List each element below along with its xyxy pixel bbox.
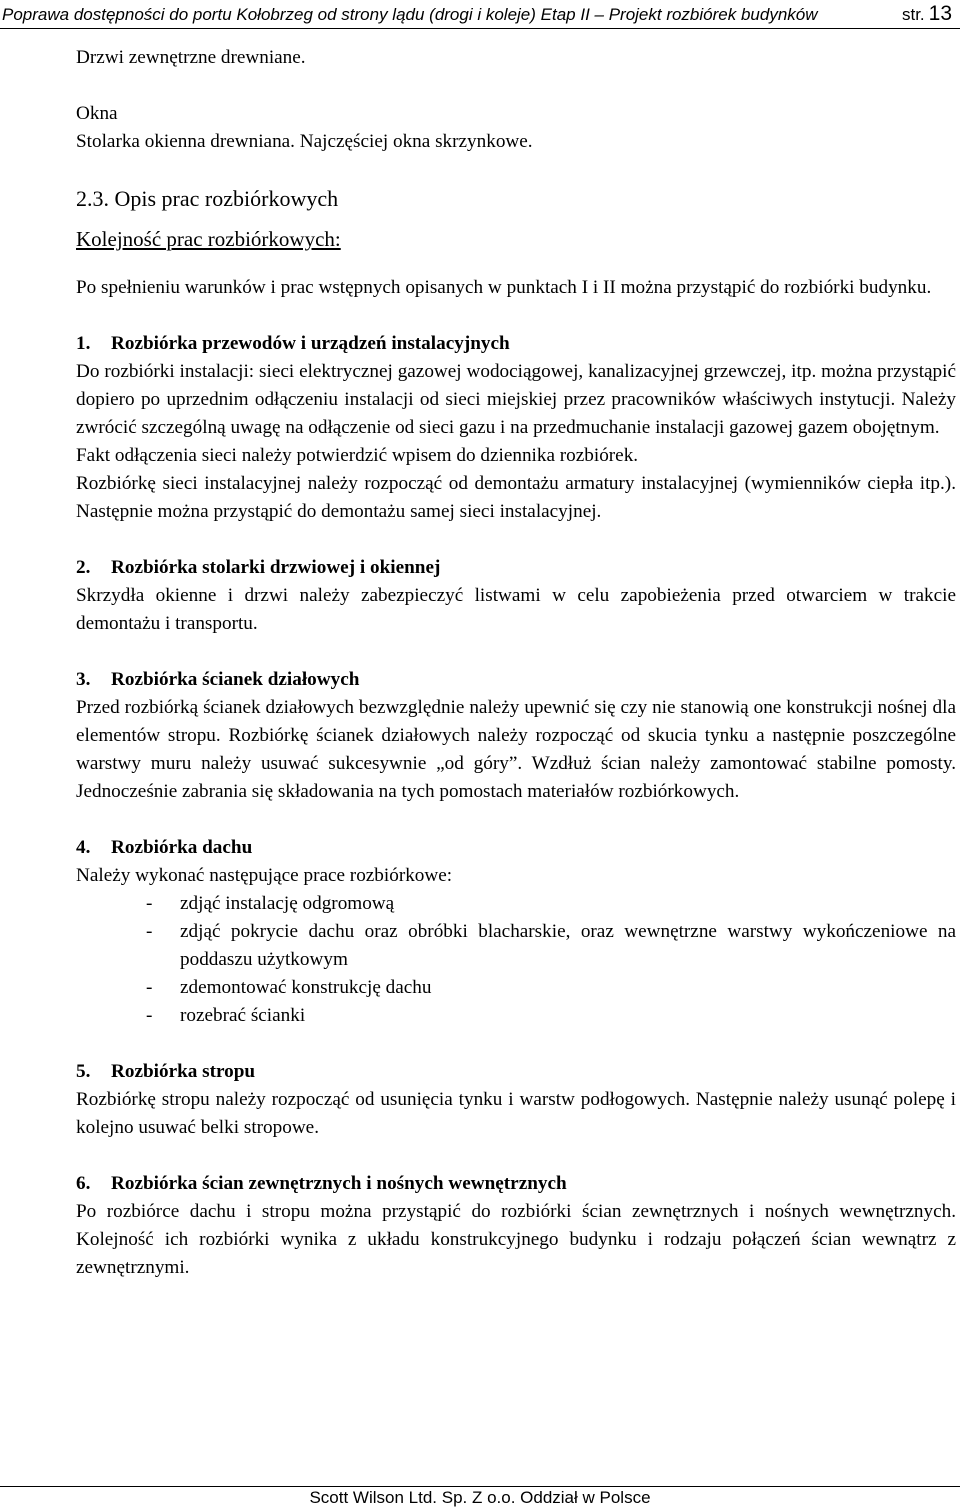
list-item-text: zdjąć pokrycie dachu oraz obróbki blacharskie, oraz wewnętrzne warstwy wykończeniowe na poddaszu użytkowym bbox=[180, 921, 956, 970]
step-paragraph: Należy wykonać następujące prace rozbiórkowe: bbox=[76, 865, 453, 886]
page-header bbox=[0, 0, 960, 29]
list-item-text: rozebrać ścianki bbox=[180, 1005, 306, 1026]
step-section bbox=[76, 554, 956, 666]
step-heading bbox=[76, 330, 956, 358]
document-body bbox=[76, 44, 956, 1282]
list-item bbox=[76, 918, 956, 974]
step-title: Rozbiórka ścianek działowych bbox=[111, 669, 360, 690]
windows-text: Stolarka okienna drewniana. Najczęściej okna skrzynkowe. bbox=[76, 131, 533, 152]
step-number: 4. bbox=[76, 837, 91, 858]
section-subtitle: Kolejność prac rozbiórkowych: bbox=[76, 227, 341, 251]
step-paragraph: Skrzydła okienne i drzwi należy zabezpieczyć listwami w celu zapobieżenia przed otwarciem w trakcie demontażu i transportu. bbox=[76, 585, 956, 634]
page-footer bbox=[0, 1486, 960, 1511]
step-title: Rozbiórka ścian zewnętrznych i nośnych wewnętrznych bbox=[111, 1173, 567, 1194]
windows-heading: Okna bbox=[76, 103, 118, 124]
step-paragraph: Rozbiórkę stropu należy rozpocząć od usunięcia tynku i warstw podłogowych. Następnie należy usunąć polepę i kolejno usuwać belki stropowe. bbox=[76, 1089, 956, 1138]
step-section bbox=[76, 1058, 956, 1170]
page-label: str. bbox=[901, 5, 925, 24]
header-page-number bbox=[902, 2, 952, 26]
step-number: 6. bbox=[76, 1173, 91, 1194]
step-title: Rozbiórka przewodów i urządzeń instalacyjnych bbox=[111, 333, 510, 354]
section-lead: Po spełnieniu warunków i prac wstępnych opisanych w punktach I i II można przystąpić do rozbiórki budynku. bbox=[76, 277, 932, 298]
dash-bullet-icon: - bbox=[146, 977, 153, 998]
step-paragraph: Po rozbiórce dachu i stropu można przystąpić do rozbiórki ścian zewnętrznych i nośnych wewnętrznych. Kolejność ich rozbiórki wynika z układu konstrukcyjnego budynku i rodzaju połączeń ścian wewnątrz z zewnętrznymi. bbox=[76, 1201, 956, 1278]
list-item-text: zdemontować konstrukcję dachu bbox=[180, 977, 432, 998]
step-paragraph: Przed rozbiórką ścianek działowych bezwzględnie należy upewnić się czy nie stanowią one konstrukcji nośnej dla elementów stropu. Rozbiórkę ścianek działowych należy rozpocząć od skucia tynku a następnie poszczególne warstwy muru należy usuwać sukcesywnie „od góry”. Wzdłuż ścian należy zamontować stabilne pomosty. Jednocześnie zabrania się składowania na tych pomostach materiałów rozbiórkowych. bbox=[76, 697, 956, 802]
header-title: Poprawa dostępności do portu Kołobrzeg od strony lądu (drogi i koleje) Etap II – Projekt rozbiórek budynków bbox=[2, 5, 818, 24]
dash-bullet-icon: - bbox=[146, 1005, 153, 1026]
section-title: 2.3. Opis prac rozbiórkowych bbox=[76, 186, 339, 211]
step-heading bbox=[76, 666, 956, 694]
step-title: Rozbiórka stolarki drzwiowej i okiennej bbox=[111, 557, 441, 578]
step-number: 1. bbox=[76, 333, 91, 354]
step-heading bbox=[76, 834, 956, 862]
step-section bbox=[76, 666, 956, 834]
step-paragraph: Rozbiórkę sieci instalacyjnej należy rozpocząć od demontażu armatury instalacyjnej (wymienników ciepła itp.). Następnie można przystąpić do demontażu samej sieci instalacyjnej. bbox=[76, 473, 956, 522]
step-heading bbox=[76, 1058, 956, 1086]
list-item-text: zdjąć instalację odgromową bbox=[180, 893, 395, 914]
step-number: 3. bbox=[76, 669, 91, 690]
step-section bbox=[76, 330, 956, 554]
dash-bullet-icon: - bbox=[146, 893, 153, 914]
step-heading bbox=[76, 554, 956, 582]
demolition-steps bbox=[76, 330, 956, 1282]
step-number: 2. bbox=[76, 557, 91, 578]
doors-text: Drzwi zewnętrzne drewniane. bbox=[76, 47, 306, 68]
dash-bullet-icon: - bbox=[146, 921, 153, 942]
list-item bbox=[76, 890, 956, 918]
step-number: 5. bbox=[76, 1061, 91, 1082]
step-section bbox=[76, 1170, 956, 1282]
step-heading bbox=[76, 1170, 956, 1198]
step-title: Rozbiórka stropu bbox=[111, 1061, 256, 1082]
task-list bbox=[76, 890, 956, 1030]
step-title: Rozbiórka dachu bbox=[111, 837, 253, 858]
step-paragraph: Do rozbiórki instalacji: sieci elektrycznej gazowej wodociągowej, kanalizacyjnej grzewczej, itp. można przystąpić dopiero po uprzednim odłączeniu instalacji od sieci miejskiej przez pracowników właściwych instytucji. Należy zwrócić szczególną uwagę na odłączenie od sieci gazu i na przedmuchanie instalacji gazowej gazem obojętnym. bbox=[76, 361, 956, 438]
footer-text: Scott Wilson Ltd. Sp. Z o.o. Oddział w Polsce bbox=[309, 1488, 651, 1507]
step-paragraph: Fakt odłączenia sieci należy potwierdzić wpisem do dziennika rozbiórek. bbox=[76, 445, 639, 466]
list-item bbox=[76, 1002, 956, 1030]
list-item bbox=[76, 974, 956, 1002]
step-section bbox=[76, 834, 956, 1058]
page-number: 13 bbox=[928, 2, 952, 25]
